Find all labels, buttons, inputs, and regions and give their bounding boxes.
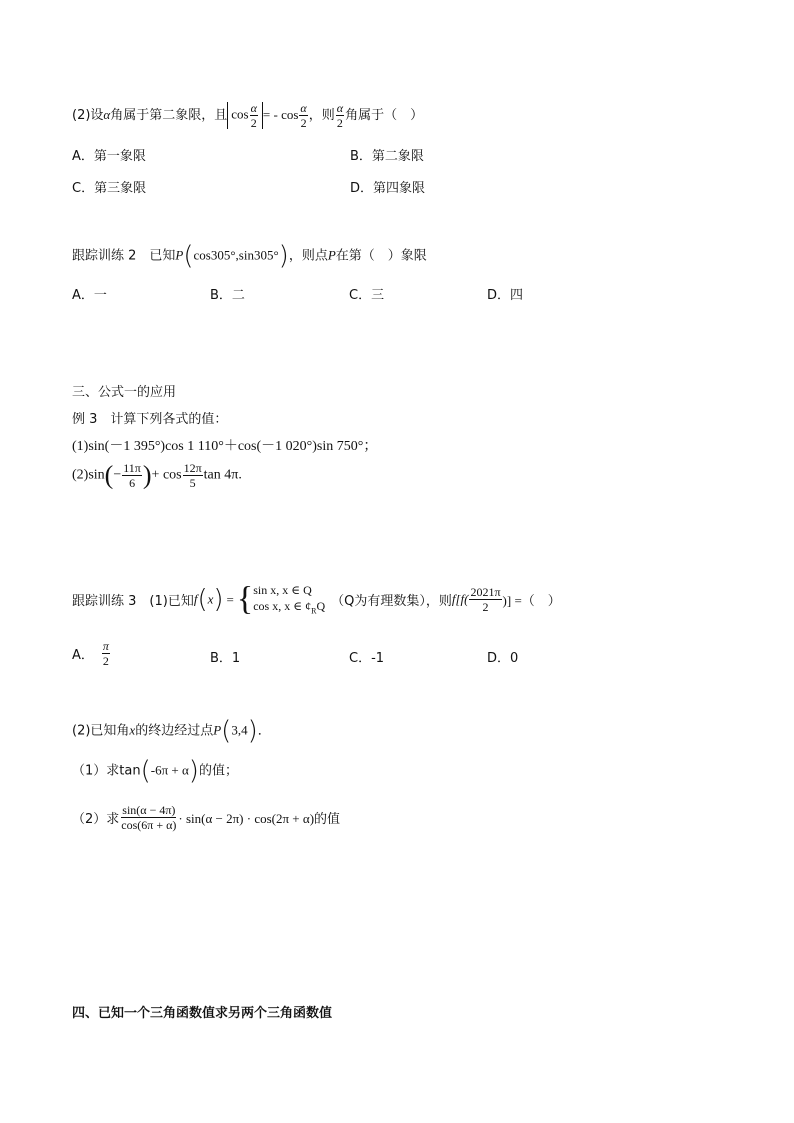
example3-label: 例 3 计算下列各式的值： [72, 412, 228, 427]
sub2-a: （2）求 [72, 812, 120, 827]
q2-text-3: 角属于（ ） [345, 108, 424, 123]
track3-option-d[interactable]: D．0 [487, 651, 519, 666]
q2-option-b[interactable]: B．第二象限 [350, 149, 424, 164]
track2-option-c[interactable]: C．三 [349, 288, 385, 303]
track3-line [72, 582, 561, 617]
frac-den-2: 2 [300, 116, 307, 130]
track3-fden: 2 [482, 600, 489, 615]
sub1-a: （1）求tan [72, 763, 141, 779]
left-paren-4: ( [221, 716, 232, 746]
line2-plus: + cos [151, 467, 182, 483]
line2-tail: tan 4π. [203, 467, 242, 483]
line2-minus: − [113, 467, 122, 483]
right-paren-5: ) [188, 756, 199, 786]
line2-den1: 6 [129, 476, 136, 490]
frac-num-3: α [336, 101, 344, 115]
frac-den-3: 2 [336, 116, 343, 130]
q2b-text-c: ． [257, 723, 271, 739]
track2-tail: ，则点 [288, 248, 328, 264]
case-1: sin x, x ∈ Q [253, 583, 312, 597]
line2-num1: 11π [123, 461, 141, 475]
q2b-sub1 [72, 758, 238, 784]
option-a-num: π [102, 639, 109, 653]
track2-option-d[interactable]: D．四 [487, 288, 524, 303]
case-2: cos x, x ∈ $ȼ_RQ$ [253, 599, 326, 616]
q2-option-d[interactable]: D．第四象限 [350, 181, 426, 196]
line2-num2: 12π [183, 461, 202, 475]
alpha-symbol: α [103, 107, 111, 122]
track3-eq: = [226, 591, 234, 607]
section4-title: 四、已知一个三角函数值求另两个三角函数值 [72, 1006, 333, 1021]
left-paren-5: ( [140, 756, 151, 786]
q2-text-2: ，则 [308, 108, 335, 123]
q2b-point: 3,4 [231, 722, 248, 738]
q2b-sub2 [72, 804, 340, 831]
q2b-text-b: 的终边经过点 [135, 723, 214, 739]
q2-line [72, 102, 423, 129]
left-paren-3: ( [197, 584, 208, 615]
q2b-text-a: (2)已知角 [72, 723, 130, 739]
right-paren-2: ) [142, 460, 152, 490]
track2-line [72, 243, 427, 269]
line2-den2: 5 [189, 476, 196, 490]
sub2-den: cos(6π + α) [121, 818, 177, 832]
frac-num-2: α [300, 101, 307, 115]
point-p: P [175, 247, 184, 263]
example3-line2 [72, 462, 242, 489]
sub2-b: · sin(α − 2π) · cos(2π + α)的值 [178, 811, 341, 826]
track3-option-c[interactable]: C．-1 [349, 651, 385, 666]
option-a-den: 2 [102, 654, 109, 668]
left-paren: ( [183, 241, 194, 271]
track2-label: 跟踪训练 2 已知 [72, 248, 176, 264]
left-paren-2: ( [104, 460, 114, 490]
angle-x: x [129, 722, 136, 738]
sub1-b: 的值； [198, 763, 238, 779]
q2-text-1: 角属于第二象限，且 [110, 108, 228, 123]
point-p-2: P [327, 247, 336, 263]
track3-ff: f[f( [451, 591, 469, 607]
q2-option-a[interactable]: A．第一象限 [72, 149, 146, 164]
q2-option-c[interactable]: C．第三象限 [72, 181, 147, 196]
cos-label: cos [231, 106, 249, 122]
track2-option-b[interactable]: B．二 [210, 288, 245, 303]
piecewise-cases [253, 582, 325, 617]
func-x: x [207, 591, 214, 607]
track3-option-a[interactable]: A． $\frac{\pi}{2}$ [72, 639, 109, 668]
right-paren-4: ) [247, 716, 258, 746]
q2b-line [72, 718, 271, 744]
track3-note: （Q为有理数集），则 [331, 594, 452, 610]
left-brace: { [236, 580, 254, 618]
right-paren-3: ) [213, 584, 224, 615]
frac-den: 2 [250, 116, 257, 130]
right-paren: ) [278, 241, 289, 271]
track2-tail-2: 在第（ ）象限 [335, 248, 427, 264]
frac-num: α [250, 101, 257, 115]
point-p-3: P [213, 722, 222, 738]
track3-fclose: )] =（ ） [502, 593, 561, 609]
abs-value-expression [227, 102, 263, 129]
func-f: f [193, 591, 198, 607]
line2-sin: (2)sin [72, 467, 105, 483]
track3-option-b[interactable]: B．1 [210, 651, 241, 666]
q2-eq: = - cos [262, 107, 299, 122]
q2-prefix: (2)设 [72, 108, 104, 123]
sub2-num: sin(α − 4π) [122, 803, 176, 817]
track2-option-a[interactable]: A．一 [72, 288, 107, 303]
track3-label: 跟踪训练 3 (1)已知 [72, 594, 194, 610]
sub1-inner: -6π + α [150, 762, 189, 778]
section3-title: 三、公式一的应用 [72, 385, 177, 400]
track2-inner: cos305°,sin305° [193, 247, 279, 263]
track3-fnum: 2021π [470, 585, 501, 600]
example3-line1: (1)sin(－1 395°)cos 1 110°＋cos(－1 020°)sin 750°； [72, 439, 378, 454]
